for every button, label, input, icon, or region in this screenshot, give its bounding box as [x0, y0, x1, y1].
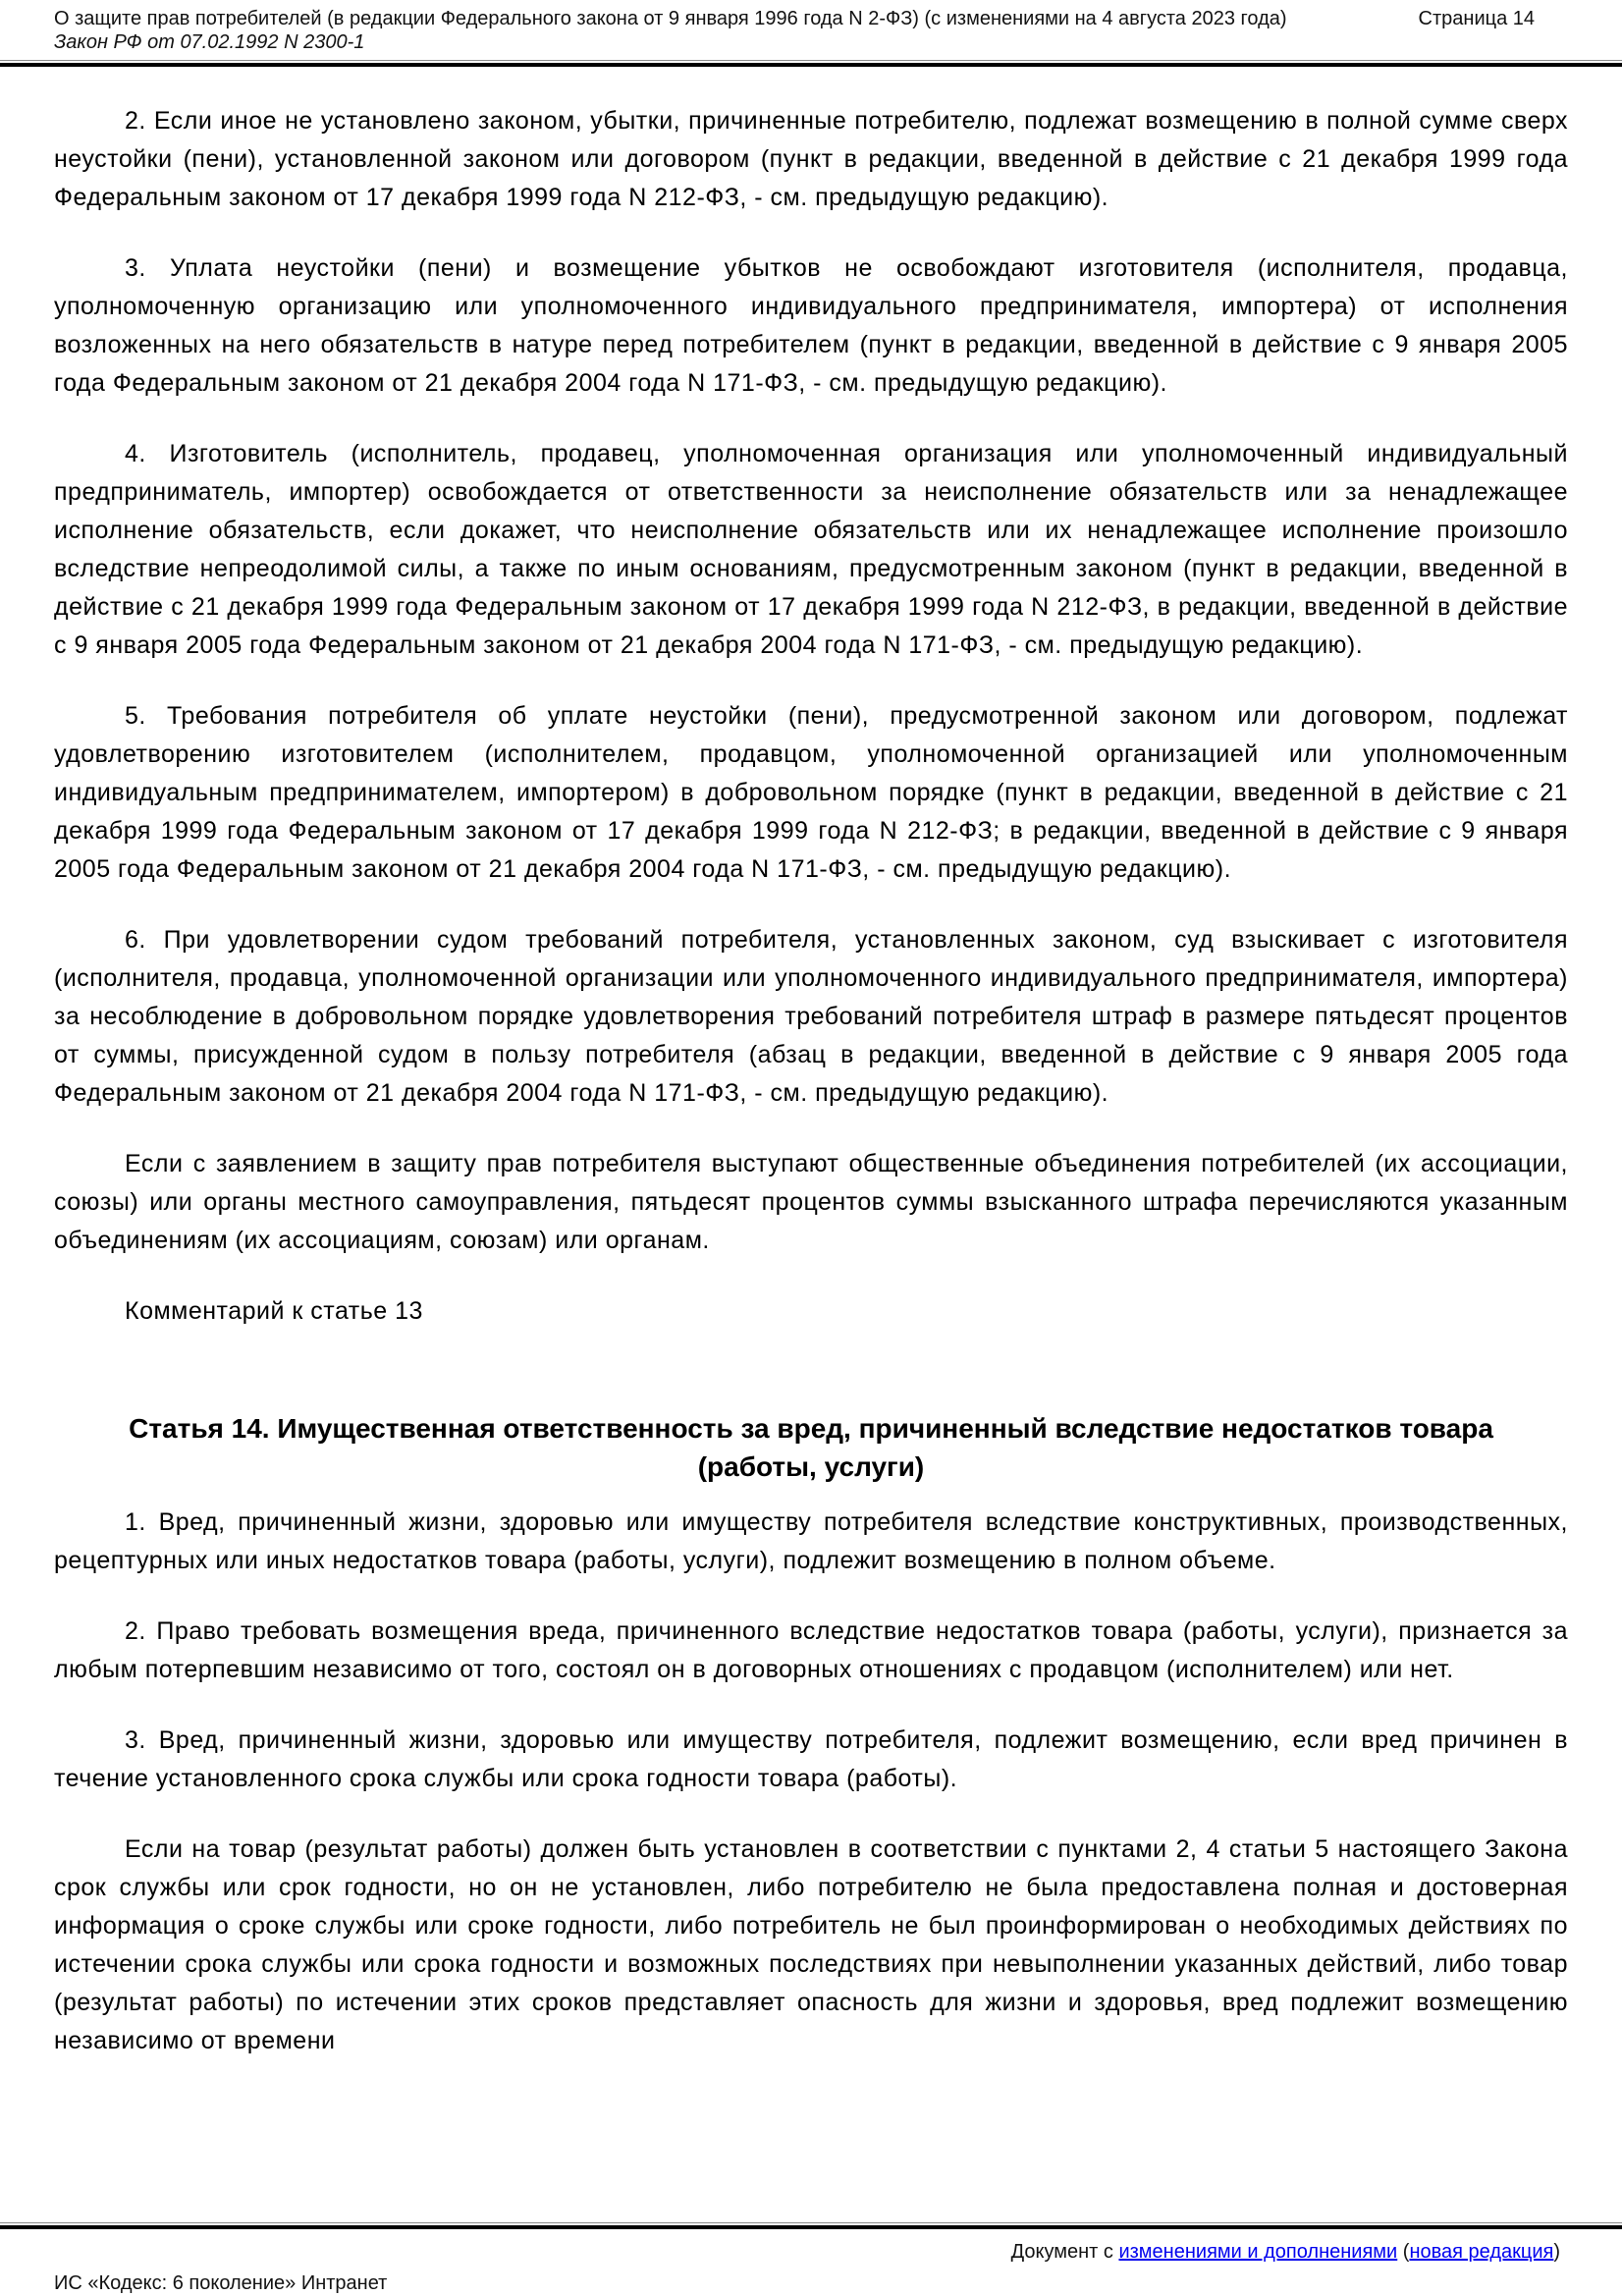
footer-divider [0, 2222, 1622, 2229]
footer-doc-prefix: Документ с [1010, 2241, 1119, 2263]
paragraph: 1. Вред, причиненный жизни, здоровью или имуществу потребителя вследствие конструктивных, производственных, рецептурных или иных недостатков товара (работы, услуги), подлежит возмещению в полном объеме. [54, 1508, 1568, 1574]
paragraph: Если на товар (результат работы) должен быть установлен в соответствии с пунктами 2, 4 статьи 5 настоящего Закона срок службы или срок годности, но он не установлен, либо потребителю не была предоставлена полная и достоверная информация о сроке службы или сроке годности, либо потребитель не был проинформирован о необходимых действиях по истечении срока службы или срока годности и возможных последствиях при невыполнении указанных действий, либо товар (результат работы) по истечении этих сроков представляет опасность для жизни и здоровья, вред подлежит возмещению независимо от времени [54, 1835, 1568, 2054]
footer-suffix: ) [1553, 2241, 1560, 2263]
paragraph: 6. При удовлетворении судом требований потребителя, установленных законом, суд взыскивает с изготовителя (исполнителя, продавца, уполномоченной организации или уполномоченного индивидуального предпринимателя, импортера) за несоблюдение в добровольном порядке удовлетворения требований потребителя штраф в размере пятьдесят процентов от суммы, присужденной судом в пользу потребителя (абзац в редакции, введенной в действие с 9 января 2005 года Федеральным законом от 21 декабря 2004 года N 171-ФЗ, - см. предыдущую редакцию). [54, 926, 1568, 1107]
paragraph: Если с заявлением в защиту прав потребителя выступают общественные объединения потребителей (их ассоциации, союзы) или органы местного самоуправления, пятьдесят процентов суммы взысканного штрафа перечисляются указанным объединениям (их ассоциациям, союзам) или органам. [54, 1150, 1568, 1254]
paragraph: 3. Уплата неустойки (пени) и возмещение убытков не освобождают изготовителя (исполнителя, продавца, уполномоченную организацию или уполномоченного индивидуального предпринимателя, импортера) от исполнения возложенных на него обязательств в натуре перед потребителем (пункт в редакции, введенной в действие с 9 января 2005 года Федеральным законом от 21 декабря 2004 года N 171-ФЗ, - см. предыдущую редакцию). [54, 254, 1568, 397]
document-body [0, 67, 1622, 2222]
header-divider [0, 60, 1622, 67]
paragraphs-before-heading [54, 102, 1568, 1331]
paragraph: 3. Вред, причиненный жизни, здоровью или имуществу потребителя, подлежит возмещению, если вред причинен в течение установленного срока службы или срока годности товара (работы). [54, 1726, 1568, 1792]
paragraphs-after-heading [54, 1503, 1568, 2060]
amendments-link[interactable]: изменениями и дополнениями [1118, 2241, 1398, 2263]
paragraph: 5. Требования потребителя об уплате неустойки (пени), предусмотренной законом или договором, подлежат удовлетворению изготовителем (исполнителем, продавцом, уполномоченной организацией или уполномоченным индивидуальным предпринимателем, импортером) в добровольном порядке (пункт в редакции, введенной в действие с 21 декабря 1999 года Федеральным законом от 17 декабря 1999 года N 212-ФЗ; в редакции, введенной в действие с 9 января 2005 года Федеральным законом от 21 декабря 2004 года N 171-ФЗ, - см. предыдущую редакцию). [54, 702, 1568, 883]
paragraph: 2. Если иное не установлено законом, убытки, причиненные потребителю, подлежат возмещению в полной сумме сверх неустойки (пени), установленной законом или договором (пункт в редакции, введенной в действие с 21 декабря 1999 года Федеральным законом от 17 декабря 1999 года N 212-ФЗ, - см. предыдущую редакцию). [54, 107, 1568, 211]
footer-doc-line [54, 2239, 1568, 2265]
footer-separator: ( [1397, 2241, 1410, 2263]
article-14-heading: Статья 14. Имущественная ответственность за вред, причиненный вследствие недостатков товара (работы, услуги) [129, 1413, 1493, 1482]
source-system-label: ИС «Кодекс: 6 поколение» Интранет [54, 2272, 388, 2294]
paragraph: Комментарий к статье 13 [125, 1297, 423, 1325]
paragraph: 4. Изготовитель (исполнитель, продавец, уполномоченная организация или уполномоченный индивидуальный предприниматель, импортер) освобождается от ответственности за неисполнение обязательств или за ненадлежащее исполнение обязательств, если докажет, что неисполнение обязательств или их ненадлежащее исполнение произошло вследствие непреодолимой силы, а также по иным основаниям, предусмотренным законом (пункт в редакции, введенной в действие с 21 декабря 1999 года Федеральным законом от 17 декабря 1999 года N 212-ФЗ, в редакции, введенной в действие с 9 января 2005 года Федеральным законом от 21 декабря 2004 года N 171-ФЗ, - см. предыдущую редакцию). [54, 440, 1568, 659]
document-title: О защите прав потребителей (в редакции Федерального закона от 9 января 1996 года N 2-ФЗ) (с изменениями на 4 августа 2023 года) [54, 8, 1287, 29]
document-subtitle: Закон РФ от 07.02.1992 N 2300-1 [54, 31, 365, 53]
paragraph: 2. Право требовать возмещения вреда, причиненного вследствие недостатков товара (работы, услуги), признается за любым потерпевшим независимо от того, состоял он в договорных отношениях с продавцом (исполнителем) или нет. [54, 1617, 1568, 1683]
document-header [0, 0, 1622, 54]
new-edition-link[interactable]: новая редакция [1409, 2241, 1554, 2263]
page-number: Страница 14 [1418, 8, 1535, 29]
document-footer [0, 2229, 1622, 2296]
